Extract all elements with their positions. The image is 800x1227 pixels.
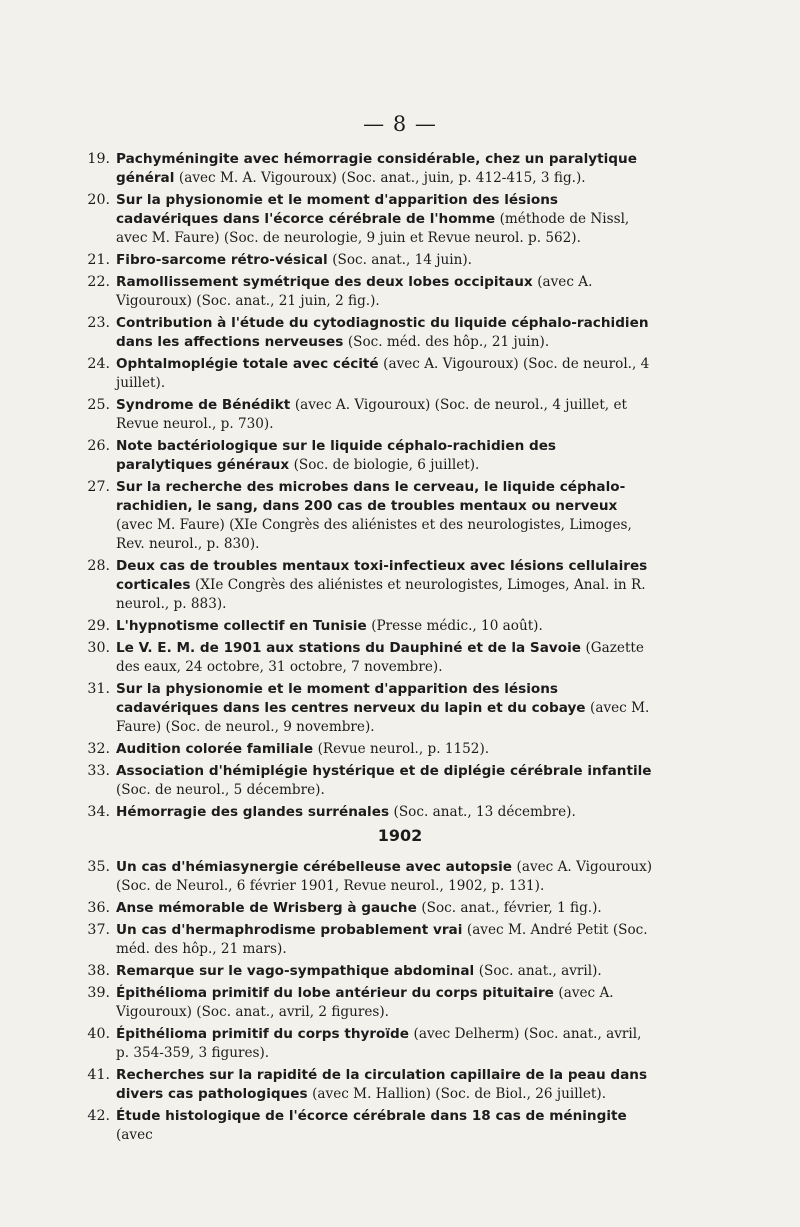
entry-number: 21. [87, 252, 110, 268]
entry-number: 25. [87, 397, 110, 413]
entry-title: Ophtalmoplégie totale avec cécité [116, 356, 379, 372]
entry-reference: (Gazette des eaux, 24 octobre, 31 octobre, 7 novembre). [116, 640, 644, 675]
entry-title: Un cas d'hermaphrodisme probablement vrai [116, 922, 463, 938]
entry-number: 39. [87, 985, 110, 1001]
bibliography-entry [87, 355, 654, 393]
entry-title: Hémorragie des glandes surrénales [116, 804, 390, 820]
entry-reference: (Presse médic., 10 août). [371, 618, 543, 634]
entry-reference: (avec M. André Petit (Soc. méd. des hôp., 21 mars). [116, 922, 648, 957]
entry-number: 42. [87, 1108, 110, 1124]
bibliography-entry [87, 899, 654, 918]
bibliography-list-1901 [87, 150, 654, 825]
entry-number: 24. [87, 356, 110, 372]
bibliography-entry [87, 1066, 654, 1104]
bibliography-entry [87, 314, 654, 352]
entry-title: Deux cas de troubles mentaux toxi-infectieux avec lésions cellulaires corticales [116, 558, 648, 593]
page-number: — 8 — [363, 112, 437, 136]
entry-number: 23. [87, 315, 110, 331]
entry-title: Anse mémorable de Wrisberg à gauche [116, 900, 417, 916]
bibliography-entry [87, 150, 654, 188]
entry-title: Sur la recherche des microbes dans le cerveau, le liquide céphalo-rachidien, le sang, dans 200 cas de troubles mentaux ou nerveux [116, 479, 626, 514]
entry-reference: (Soc. anat., 14 juin). [332, 252, 472, 268]
entry-reference: (Soc. anat., 13 décembre). [393, 804, 576, 820]
entry-title: Audition colorée familiale [116, 741, 314, 757]
entry-title: Syndrome de Bénédikt [116, 397, 291, 413]
entry-reference: (Soc. anat., février, 1 fig.). [421, 900, 602, 916]
entry-number: 36. [87, 900, 110, 916]
entry-title: Sur la physionomie et le moment d'apparition des lésions cadavériques dans les centres nerveux du lapin et du cobaye [116, 681, 586, 716]
bibliography-entry [87, 921, 654, 959]
entry-reference: (Soc. de biologie, 6 juillet). [293, 457, 480, 473]
bibliography-list-1902 [87, 858, 654, 1148]
entry-number: 19. [87, 151, 110, 167]
entry-reference: (XIe Congrès des aliénistes et neurologistes, Limoges, Anal. in R. neurol., p. 883). [116, 577, 646, 612]
entry-reference: (Soc. anat., avril). [478, 963, 602, 979]
bibliography-entry [87, 858, 654, 896]
bibliography-entry [87, 639, 654, 677]
entry-reference: (avec A. Vigouroux) (Soc. anat., avril, 2 figures). [116, 985, 614, 1020]
entry-title: Épithélioma primitif du lobe antérieur du corps pituitaire [116, 985, 554, 1001]
entry-title: Épithélioma primitif du corps thyroïde [116, 1026, 410, 1042]
entry-number: 27. [87, 479, 110, 495]
entry-title: Sur la physionomie et le moment d'apparition des lésions cadavériques dans l'écorce cérébrale de l'homme [116, 192, 558, 227]
bibliography-entry [87, 984, 654, 1022]
entry-reference: (avec A. Vigouroux) (Soc. de Neurol., 6 février 1901, Revue neurol., 1902, p. 131). [116, 859, 653, 894]
bibliography-entry [87, 680, 654, 737]
entry-title: Fibro-sarcome rétro-vésical [116, 252, 328, 268]
bibliography-entry [87, 557, 654, 614]
entry-reference: (avec Delherm) (Soc. anat., avril, p. 354-359, 3 figures). [116, 1026, 642, 1061]
entry-number: 38. [87, 963, 110, 979]
bibliography-entry [87, 191, 654, 248]
entry-number: 31. [87, 681, 110, 697]
entry-reference: (avec M. Hallion) (Soc. de Biol., 26 juillet). [312, 1086, 607, 1102]
entry-title: Le V. E. M. de 1901 aux stations du Dauphiné et de la Savoie [116, 640, 581, 656]
entry-reference: (avec A. Vigouroux) (Soc. anat., 21 juin, 2 fig.). [116, 274, 593, 309]
entry-reference: (méthode de Nissl, avec M. Faure) (Soc. de neurologie, 9 juin et Revue neurol. p. 562). [116, 211, 630, 246]
entry-number: 28. [87, 558, 110, 574]
entry-number: 22. [87, 274, 110, 290]
entry-title: Association d'hémiplégie hystérique et de diplégie cérébrale infantile [116, 763, 652, 779]
entry-title: L'hypnotisme collectif en Tunisie [116, 618, 367, 634]
bibliography-entry [87, 1025, 654, 1063]
entry-number: 41. [87, 1067, 110, 1083]
entry-number: 32. [87, 741, 110, 757]
entry-number: 26. [87, 438, 110, 454]
entry-title: Recherches sur la rapidité de la circulation capillaire de la peau dans divers cas pathologiques [116, 1067, 648, 1102]
entry-number: 20. [87, 192, 110, 208]
entry-reference: (Soc. de neurol., 5 décembre). [116, 782, 325, 798]
bibliography-entry [87, 740, 654, 759]
entry-number: 35. [87, 859, 110, 875]
entry-reference: (avec M. Faure) (XIe Congrès des aliénistes et des neurologistes, Limoges, Rev. neurol., p. 830). [116, 517, 632, 552]
entry-number: 40. [87, 1026, 110, 1042]
bibliography-entry [87, 273, 654, 311]
entry-number: 29. [87, 618, 110, 634]
entry-number: 30. [87, 640, 110, 656]
entry-reference: (avec M. A. Vigouroux) (Soc. anat., juin, p. 412-415, 3 fig.). [178, 170, 586, 186]
bibliography-entry [87, 478, 654, 554]
entry-number: 34. [87, 804, 110, 820]
bibliography-entry [87, 1107, 654, 1145]
entry-title: Ramollissement symétrique des deux lobes occipitaux [116, 274, 533, 290]
entry-title: Un cas d'hémiasynergie cérébelleuse avec autopsie [116, 859, 513, 875]
entry-title: Étude histologique de l'écorce cérébrale dans 18 cas de méningite [116, 1108, 627, 1124]
bibliography-entry [87, 251, 654, 270]
entry-title: Pachyméningite avec hémorragie considérable, chez un paralytique général [116, 151, 637, 186]
entry-reference: (avec [116, 1127, 153, 1143]
entry-title: Remarque sur le vago-sympathique abdominal [116, 963, 475, 979]
bibliography-entry [87, 617, 654, 636]
entry-number: 33. [87, 763, 110, 779]
bibliography-entry [87, 437, 654, 475]
entry-number: 37. [87, 922, 110, 938]
entry-reference: (Revue neurol., p. 1152). [317, 741, 490, 757]
entry-reference: (avec A. Vigouroux) (Soc. de neurol., 4 juillet). [116, 356, 650, 391]
bibliography-entry [87, 803, 654, 822]
bibliography-entry [87, 396, 654, 434]
entry-reference: (Soc. méd. des hôp., 21 juin). [347, 334, 550, 350]
entry-title: Contribution à l'étude du cytodiagnostic du liquide céphalo-rachidien dans les affections nerveuses [116, 315, 649, 350]
entry-reference: (avec A. Vigouroux) (Soc. de neurol., 4 juillet, et Revue neurol., p. 730). [116, 397, 627, 432]
entry-reference: (avec M. Faure) (Soc. de neurol., 9 novembre). [116, 700, 650, 735]
entry-title: Note bactériologique sur le liquide céphalo-rachidien des paralytiques généraux [116, 438, 557, 473]
bibliography-entry [87, 762, 654, 800]
bibliography-entry [87, 962, 654, 981]
year-heading: 1902 [377, 826, 423, 845]
